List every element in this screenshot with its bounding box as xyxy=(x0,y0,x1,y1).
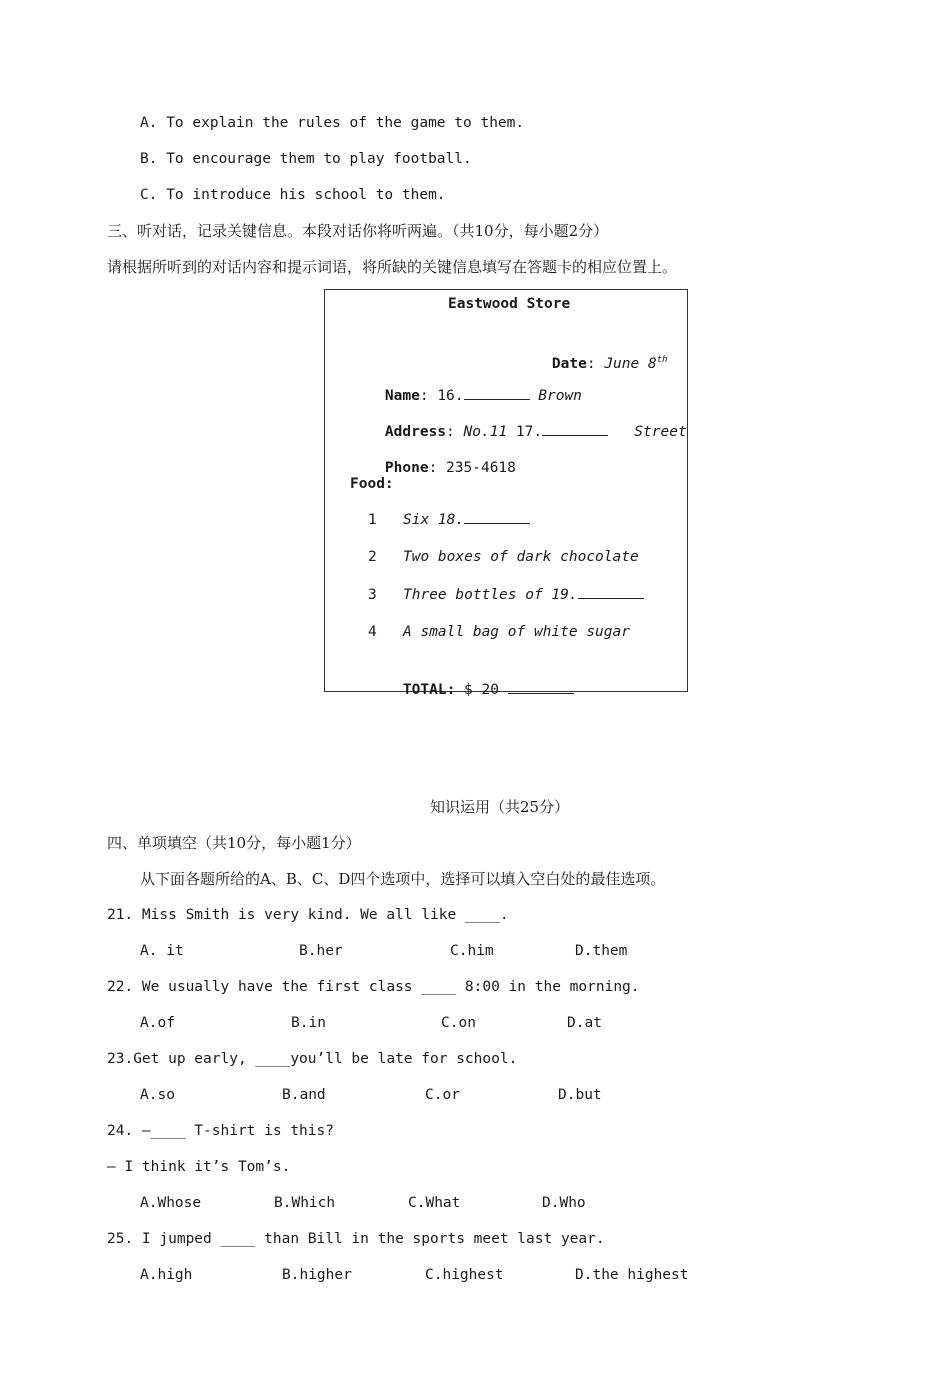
item-4-text: A small bag of white sugar xyxy=(403,624,630,640)
item-1-row xyxy=(403,510,530,530)
item-3-row xyxy=(403,585,644,605)
store-name: Eastwood Store xyxy=(448,296,571,312)
date-sup: th xyxy=(656,355,668,365)
question-25: 25. I jumped ____ than Bill in the sports meet last year. xyxy=(107,1231,605,1247)
question-23: 23.Get up early, ____you’ll be late for school. xyxy=(107,1051,518,1067)
total-value: $ 20 xyxy=(464,682,499,698)
q24-option-c: C.What xyxy=(408,1195,461,1211)
q21-option-c: C.him xyxy=(450,943,494,959)
address-label: Address xyxy=(384,424,447,440)
q21-option-a: A. it xyxy=(140,943,184,959)
option-c: C. To introduce his school to them. xyxy=(140,187,446,203)
name-num: 16. xyxy=(437,388,464,404)
item-4-num: 4 xyxy=(368,624,377,640)
date-value: June 8 xyxy=(604,355,657,372)
phone-value: 235-4618 xyxy=(446,460,516,476)
question-21: 21. Miss Smith is very kind. We all like ____. xyxy=(107,907,509,923)
q25-option-b: B.higher xyxy=(282,1267,352,1283)
q23-option-b: B.and xyxy=(282,1087,326,1103)
question-24-reply: — I think it’s Tom’s. xyxy=(107,1159,291,1175)
phone-row: Phone: 235-4618 xyxy=(384,460,516,476)
q23-option-d: D.but xyxy=(558,1087,602,1103)
q21-option-b: B.her xyxy=(299,943,343,959)
question-22: 22. We usually have the first class ____ 8:00 in the morning. xyxy=(107,979,640,995)
q23-option-c: C.or xyxy=(425,1087,460,1103)
phone-label: Phone xyxy=(384,460,429,476)
total-row xyxy=(368,660,574,720)
item-1-num: 1 xyxy=(368,512,377,528)
date-row: Date: June 8th xyxy=(551,355,668,372)
name-row: Name: 16. Brown xyxy=(384,388,582,404)
q22-option-b: B.in xyxy=(291,1015,326,1031)
name-blank[interactable] xyxy=(464,386,530,400)
q23-option-a: A.so xyxy=(140,1087,175,1103)
item-1-text: Six 18. xyxy=(403,512,465,528)
q25-option-d: D.the highest xyxy=(575,1267,689,1283)
order-form xyxy=(324,289,688,698)
item-3-blank[interactable] xyxy=(578,585,644,599)
section3-instruction: 请根据所听到的对话内容和提示词语，将所缺的关键信息填写在答题卡的相应位置上。 xyxy=(107,258,678,276)
food-label: Food: xyxy=(350,476,394,492)
address-num: 17. xyxy=(515,424,543,440)
q24-option-d: D.Who xyxy=(542,1195,586,1211)
q22-option-d: D.at xyxy=(567,1015,602,1031)
item-2-text: Two boxes of dark chocolate xyxy=(403,549,639,565)
section4-instruction: 从下面各题所给的A、B、C、D四个选项中，选择可以填入空白处的最佳选项。 xyxy=(140,870,666,888)
address-blank[interactable] xyxy=(542,422,608,436)
address-row: Address: No.11 17. Street xyxy=(384,424,687,440)
section4-heading: 四、单项填空（共10分，每小题1分） xyxy=(107,834,361,852)
date-label: Date xyxy=(551,355,587,372)
address-pre: No.11 xyxy=(463,424,508,440)
q25-option-c: C.highest xyxy=(425,1267,504,1283)
q24-option-b: B.Which xyxy=(274,1195,336,1211)
item-1-blank[interactable] xyxy=(464,510,530,524)
item-2-num: 2 xyxy=(368,549,377,565)
name-label: Name xyxy=(384,388,420,404)
option-a: A. To explain the rules of the game to them. xyxy=(140,115,525,131)
total-label: TOTAL: xyxy=(402,682,456,698)
question-24: 24. —____ T-shirt is this? xyxy=(107,1123,334,1139)
q21-option-d: D.them xyxy=(575,943,628,959)
item-3-text: Three bottles of 19. xyxy=(403,587,578,603)
name-after: Brown xyxy=(538,388,582,404)
item-3-num: 3 xyxy=(368,587,377,603)
q25-option-a: A.high xyxy=(140,1267,193,1283)
total-blank[interactable] xyxy=(508,680,574,694)
q22-option-c: C.on xyxy=(441,1015,476,1031)
option-b: B. To encourage them to play football. xyxy=(140,151,472,167)
address-after: Street xyxy=(634,424,687,440)
section3-heading: 三、听对话，记录关键信息。本段对话你将听两遍。（共10分，每小题2分） xyxy=(107,222,609,240)
q24-option-a: A.Whose xyxy=(140,1195,202,1211)
q22-option-a: A.of xyxy=(140,1015,175,1031)
part-title: 知识运用（共25分） xyxy=(430,798,570,816)
